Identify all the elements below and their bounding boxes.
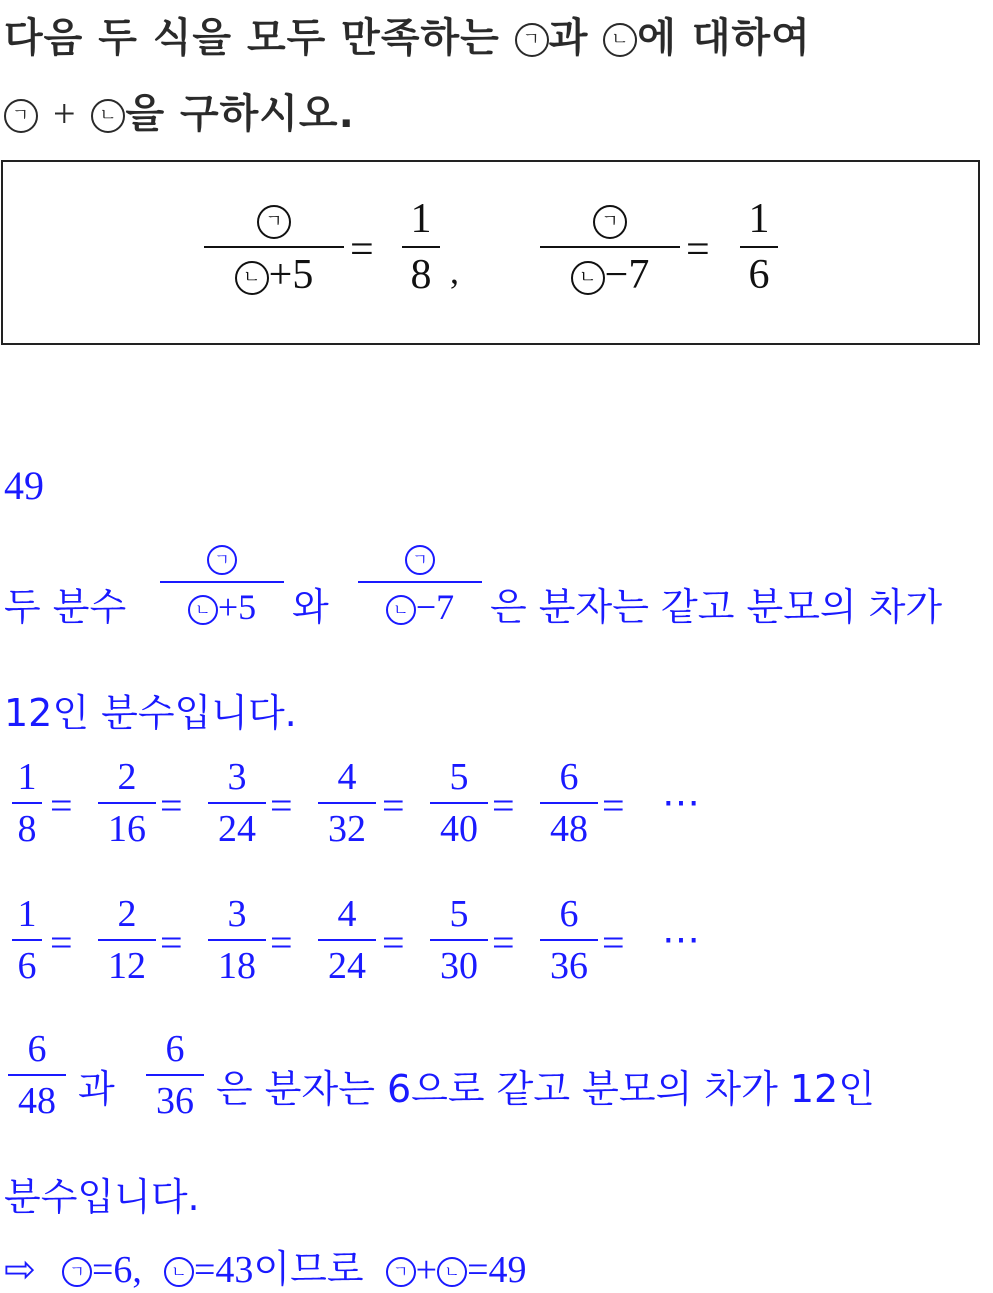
box-eq1-equals: = — [350, 227, 374, 273]
frac-num: 5 — [449, 756, 469, 798]
fraction-5-40 — [430, 758, 488, 848]
question-text-a: 다음 두 식을 모두 만족하는 — [4, 15, 500, 61]
frac-num: 2 — [117, 756, 137, 798]
box-eq2-equals: = — [686, 227, 710, 273]
fraction-row-eighths — [0, 758, 993, 868]
question-text-b: 과 — [548, 15, 589, 61]
frac-den: 8 — [17, 808, 37, 850]
box-eq2-rhs-den: 6 — [748, 252, 770, 298]
final-line — [4, 1238, 527, 1293]
circle-nieun-icon: ㄴ — [437, 1257, 467, 1287]
final-eq-c: =49 — [467, 1249, 527, 1291]
equals-sign: = — [492, 920, 515, 965]
solution-line-4: 분수입니다. — [4, 1175, 200, 1219]
frac-num: 6 — [27, 1028, 47, 1070]
fraction-3-24 — [208, 758, 266, 848]
final-eq-a: =6, — [91, 1249, 142, 1291]
frac-den: 24 — [218, 808, 256, 850]
circle-nieun-icon: ㄴ — [235, 261, 269, 295]
fraction-2-16 — [98, 758, 156, 848]
fraction-2-12 — [98, 895, 156, 985]
frac-den: 36 — [156, 1080, 194, 1122]
solution-fraction-b — [358, 538, 482, 625]
equals-sign: = — [50, 783, 73, 828]
arrow-right-icon: ⇨ — [4, 1247, 36, 1291]
fraction-6-36 — [540, 895, 598, 985]
frac-den: 48 — [18, 1080, 56, 1122]
fraction-1-8 — [12, 758, 42, 848]
frac-den: 6 — [17, 945, 37, 987]
solution-line-1-tail: 은 분자는 같고 분모의 차가 — [490, 585, 943, 629]
solution-fraction-6-48 — [8, 1030, 66, 1120]
frac-b-den-tail: −7 — [415, 586, 455, 627]
ellipsis: ⋯ — [662, 919, 700, 961]
frac-den: 32 — [328, 808, 366, 850]
circle-nieun-icon: ㄴ — [571, 261, 605, 295]
frac-den: 12 — [108, 945, 146, 987]
box-eq1-rhs-num: 1 — [410, 196, 432, 242]
frac-a-den-tail: +5 — [217, 586, 257, 627]
solution-wa: 와 — [292, 585, 329, 629]
equals-sign: = — [382, 783, 405, 828]
final-plus: + — [415, 1249, 438, 1291]
circle-nieun-icon: ㄴ — [164, 1257, 194, 1287]
frac-num: 5 — [449, 893, 469, 935]
question-tail: 을 구하시오. — [125, 91, 355, 137]
frac-den: 18 — [218, 945, 256, 987]
circle-nieun-icon: ㄴ — [188, 595, 218, 625]
equals-sign: = — [602, 920, 625, 965]
circle-giyeok-icon: ㄱ — [257, 205, 291, 239]
frac-num: 3 — [227, 756, 247, 798]
ellipsis: ⋯ — [662, 782, 700, 824]
frac-num: 6 — [559, 893, 579, 935]
frac-den: 40 — [440, 808, 478, 850]
circle-giyeok-icon: ㄱ — [386, 1257, 416, 1287]
box-fraction-1-rhs — [402, 198, 440, 296]
fraction-6-48 — [540, 758, 598, 848]
box-comma: , — [450, 251, 459, 291]
circle-giyeok-icon: ㄱ — [62, 1257, 92, 1287]
fraction-4-24 — [318, 895, 376, 985]
fraction-4-32 — [318, 758, 376, 848]
circle-nieun-icon: ㄴ — [386, 595, 416, 625]
solution-gwa: 과 — [78, 1067, 115, 1111]
circle-nieun-icon: ㄴ — [91, 99, 125, 133]
box-fraction-1 — [204, 198, 344, 296]
circle-giyeok-icon: ㄱ — [593, 205, 627, 239]
box-eq1-rhs-den: 8 — [410, 252, 432, 298]
frac-den: 36 — [550, 945, 588, 987]
equals-sign: = — [50, 920, 73, 965]
frac-den: 24 — [328, 945, 366, 987]
frac-num: 6 — [559, 756, 579, 798]
box-eq1-den-tail: +5 — [268, 252, 314, 298]
frac-num: 6 — [165, 1028, 185, 1070]
circle-giyeok-icon: ㄱ — [4, 99, 38, 133]
frac-num: 4 — [337, 893, 357, 935]
solution-line-2: 12인 분수입니다. — [4, 691, 297, 735]
equals-sign: = — [382, 920, 405, 965]
answer-value: 49 — [4, 463, 44, 508]
box-eq2-den-tail: −7 — [604, 252, 650, 298]
solution-fraction-a — [160, 538, 284, 625]
frac-num: 1 — [17, 893, 37, 935]
frac-num: 1 — [17, 756, 37, 798]
question-line-1 — [4, 6, 811, 63]
circle-nieun-icon: ㄴ — [603, 23, 637, 57]
fraction-1-6 — [12, 895, 42, 985]
equals-sign: = — [160, 920, 183, 965]
frac-den: 48 — [550, 808, 588, 850]
final-eq-b: =43이므로 — [193, 1249, 364, 1291]
equals-sign: = — [270, 783, 293, 828]
frac-den: 16 — [108, 808, 146, 850]
solution-head: 두 분수 — [4, 585, 127, 629]
question-text-c: 에 대하여 — [637, 15, 811, 61]
box-fraction-2-rhs — [740, 198, 778, 296]
plus-sign: + — [52, 91, 77, 136]
frac-den: 30 — [440, 945, 478, 987]
frac-num: 4 — [337, 756, 357, 798]
circle-giyeok-icon: ㄱ — [207, 545, 237, 575]
equals-sign: = — [160, 783, 183, 828]
frac-num: 3 — [227, 893, 247, 935]
fraction-3-18 — [208, 895, 266, 985]
equals-sign: = — [602, 783, 625, 828]
fraction-row-sixths — [0, 895, 993, 1005]
fraction-5-30 — [430, 895, 488, 985]
box-eq2-rhs-num: 1 — [748, 196, 770, 242]
equals-sign: = — [270, 920, 293, 965]
circle-giyeok-icon: ㄱ — [405, 545, 435, 575]
solution-fraction-6-36 — [146, 1030, 204, 1120]
solution-line-3-tail: 은 분자는 6으로 같고 분모의 차가 12인 — [216, 1067, 875, 1111]
circle-giyeok-icon: ㄱ — [515, 23, 549, 57]
question-line-2 — [4, 82, 355, 139]
box-fraction-2 — [540, 198, 680, 296]
frac-num: 2 — [117, 893, 137, 935]
equals-sign: = — [492, 783, 515, 828]
condition-box — [1, 160, 980, 345]
